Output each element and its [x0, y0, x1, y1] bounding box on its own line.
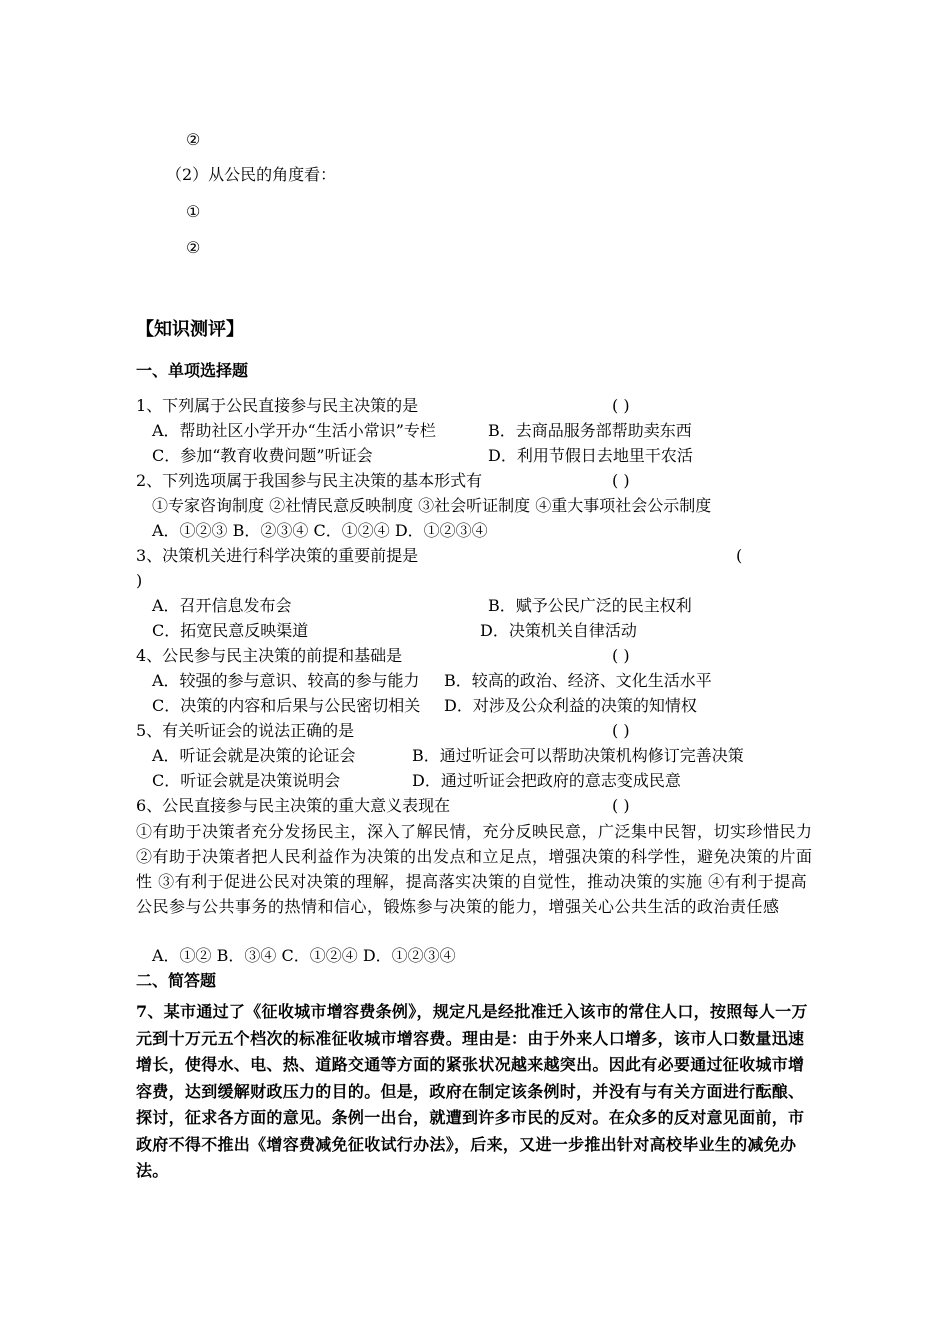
q5-option-c: C．听证会就是决策说明会 [152, 771, 341, 790]
question-7-text: 7、某市通过了《征收城市增容费条例》，规定凡是经批准迁入该市的常住人口，按照每人一万元到十万元五个档次的标准征收城市增容费。理由是：由于外来人口增多，该市人口数量迅速增长，使得水、电、热、道路交通等方面的紧张状况越来越突出。因此有必要通过征收城市增容费，达到缓解财政压力的目的。但是，政府在制定该条例时，并没有与有关方面进行酝酿、探讨，征求各方面的意见。条例一出台，就遭到许多市民的反对。在众多的反对意见面前，市政府不得不推出《增容费减免征收试行办法》，后来，又进一步推出针对高校毕业生的减免办法。 [136, 1002, 808, 1180]
q2-options: A．①②③ B．②③④ C．①②④ D．①②③④ [152, 521, 488, 540]
q4-option-d: D．对涉及公众利益的决策的知情权 [444, 696, 697, 715]
answer-blank-4: ( ) [612, 646, 630, 665]
item-marker-2: ② [186, 130, 201, 149]
q3-option-c: C．拓宽民意反映渠道 [152, 621, 309, 640]
q4-option-b: B．较高的政治、经济、文化生活水平 [444, 671, 712, 690]
q5-option-d: D．通过听证会把政府的意志变成民意 [412, 771, 681, 790]
q1-option-a: A．帮助社区小学开办“生活小常识”专栏 [152, 421, 436, 440]
answer-blank-3-open: ( [736, 546, 743, 565]
q3-option-b: B．赋予公民广泛的民主权利 [488, 596, 692, 615]
q6-statements: ①有助于决策者充分发扬民主，深入了解民情，充分反映民意，广泛集中民智，切实珍惜民力 ②有助于决策者把人民利益作为决策的出发点和立足点，增强决策的科学性，避免决策的片面性 ③有利于促进公民对决策的理解，提高落实决策的自觉性，推动决策的实施 ④有利于提高公民参与公共事务的热情和信心，锻炼参与决策的能力，增强关心公共生活的政治责任感 [136, 822, 813, 916]
q5-option-b: B．通过听证会可以帮助决策机构修订完善决策 [412, 746, 744, 765]
q2-items: ①专家咨询制度 ②社情民意反映制度 ③社会听证制度 ④重大事项社会公示制度 [152, 496, 712, 515]
question-5: 5、有关听证会的说法正确的是 [136, 721, 355, 740]
question-2: 2、下列选项属于我国参与民主决策的基本形式有 [136, 471, 483, 490]
question-6: 6、公民直接参与民主决策的重大意义表现在 [136, 796, 451, 815]
q5-option-a: A．听证会就是决策的论证会 [152, 746, 356, 765]
part-one-heading: 一、单项选择题 [136, 361, 249, 380]
q1-option-d: D．利用节假日去地里干农活 [488, 446, 693, 465]
q3-option-a: A．召开信息发布会 [152, 596, 292, 615]
question-3: 3、决策机关进行科学决策的重要前提是 [136, 546, 419, 565]
answer-blank-5: ( ) [612, 721, 630, 740]
q4-option-c: C．决策的内容和后果与公民密切相关 [152, 696, 421, 715]
question-1: 1、下列属于公民直接参与民主决策的是 [136, 396, 419, 415]
q6-options: A．①② B．③④ C．①②④ D．①②③④ [152, 946, 456, 965]
answer-blank-2: ( ) [612, 471, 630, 490]
q1-option-b: B．去商品服务部帮助卖东西 [488, 421, 692, 440]
answer-blank-6: ( ) [612, 796, 630, 815]
answer-blank-1: ( ) [612, 396, 630, 415]
q3-option-d: D．决策机关自律活动 [480, 621, 637, 640]
q1-option-c: C．参加“教育收费问题”听证会 [152, 446, 373, 465]
part-two-heading: 二、简答题 [136, 971, 217, 990]
section-title: 【知识测评】 [136, 319, 244, 340]
answer-blank-3-close: ) [136, 571, 143, 590]
subsection-citizen: （2）从公民的角度看： [166, 165, 337, 184]
item-marker-1b: ① [186, 202, 201, 221]
question-4: 4、公民参与民主决策的前提和基础是 [136, 646, 403, 665]
q4-option-a: A．较强的参与意识、较高的参与能力 [152, 671, 420, 690]
item-marker-2b: ② [186, 238, 201, 257]
